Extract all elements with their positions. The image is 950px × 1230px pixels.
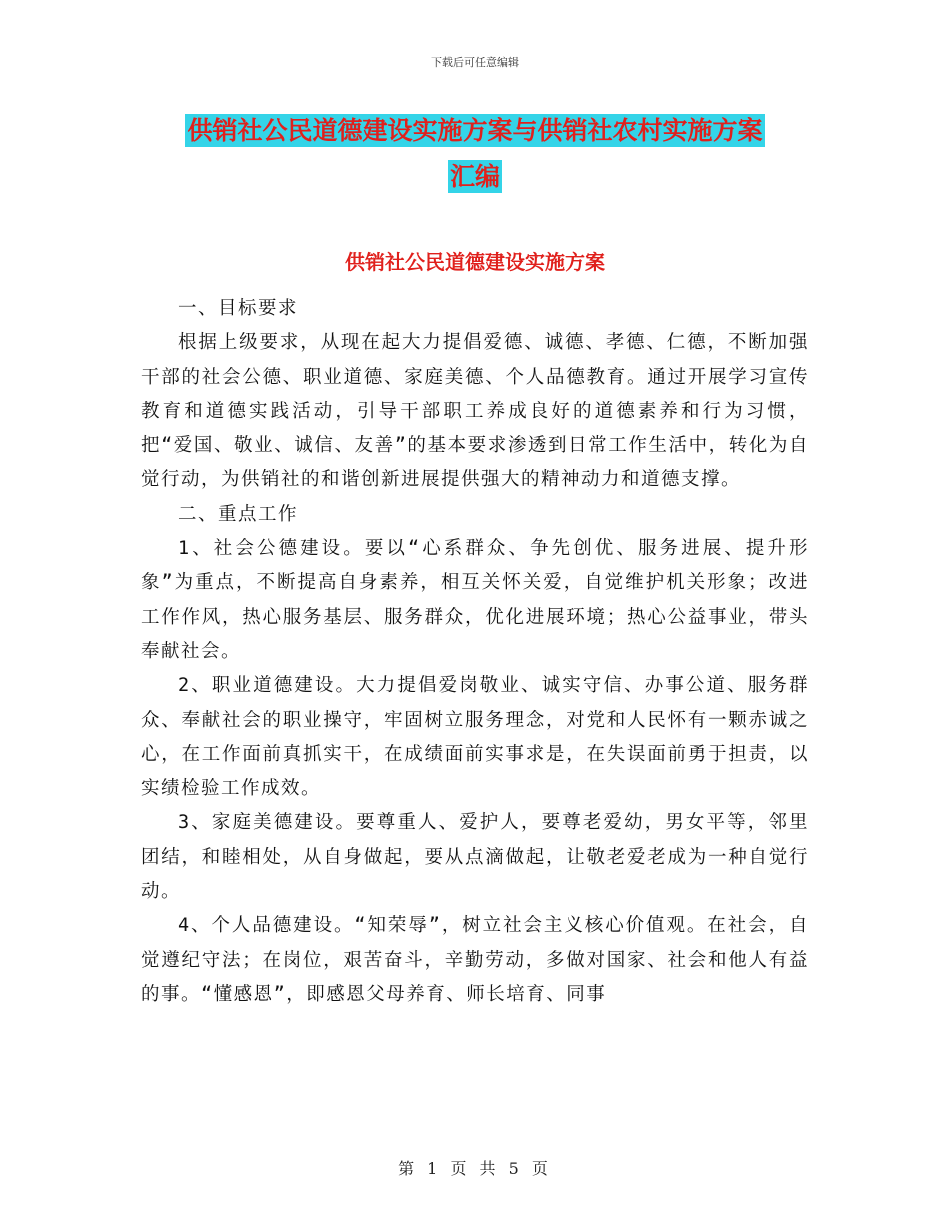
document-title xyxy=(140,108,810,200)
page-footer: 第 1 页 共 5 页 xyxy=(398,1159,552,1178)
paragraph-goals: 根据上级要求，从现在起大力提倡爱德、诚德、孝德、仁德，不断加强干部的社会公德、职业道德、家庭美德、个人品德教育。通过开展学习宣传教育和道德实践活动，引导干部职工养成良好的道德素养和行为习惯，把“爱国、敬业、诚信、友善”的基本要求渗透到日常工作生活中，转化为自觉行动，为供销社的和谐创新进展提供强大的精神动力和道德支撑。 xyxy=(141,332,809,491)
header-note: 下载后可任意编辑 xyxy=(431,56,519,69)
heading-goals: 一、目标要求 xyxy=(178,298,299,319)
document-body xyxy=(141,292,809,1012)
paragraph-professional-ethics: 2、职业道德建设。大力提倡爱岗敬业、诚实守信、办事公道、服务群众、奉献社会的职业操守，牢固树立服务理念，对党和人民怀有一颗赤诚之心，在工作面前真抓实干，在成绩面前实事求是，在失误面前勇于担责，以实绩检验工作成效。 xyxy=(141,675,809,800)
title-line-2: 汇编 xyxy=(449,162,500,191)
paragraph-family-virtues: 3、家庭美德建设。要尊重人、爱护人，要尊老爱幼，男女平等，邻里团结，和睦相处，从自身做起，要从点滴做起，让敬老爱老成为一种自觉行动。 xyxy=(141,812,809,903)
paragraph-social-ethics: 1、社会公德建设。要以“心系群众、争先创优、服务进展、提升形象”为重点，不断提高自身素养，相互关怀关爱，自觉维护机关形象；改进工作作风，热心服务基层、服务群众，优化进展环境；热心公益事业，带头奉献社会。 xyxy=(141,538,809,662)
title-line-1: 供销社公民道德建设实施方案与供销社农村实施方案 xyxy=(187,116,763,145)
section-title: 供销社公民道德建设实施方案 xyxy=(345,250,605,274)
paragraph-personal-character: 4、个人品德建设。“知荣辱”，树立社会主义核心价值观。在社会，自觉遵纪守法；在岗位，艰苦奋斗，辛勤劳动，多做对国家、社会和他人有益的事。“懂感恩”，即感恩父母养育、师长培育、同事 xyxy=(141,915,809,1005)
heading-key-work: 二、重点工作 xyxy=(178,503,299,525)
